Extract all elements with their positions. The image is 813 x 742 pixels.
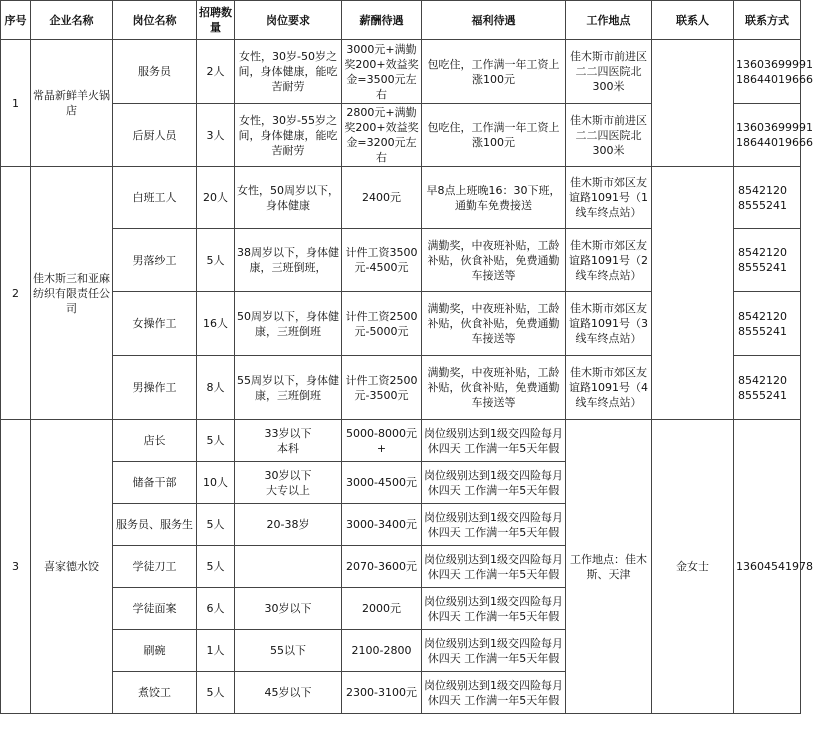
- job-position: 服务员: [113, 40, 197, 104]
- job-position: 店长: [113, 420, 197, 462]
- company-name: 常晶新鲜羊火锅店: [31, 40, 113, 167]
- company-seq: 3: [1, 420, 31, 714]
- contact-phone: [734, 40, 813, 104]
- job-count: 6人: [197, 588, 235, 630]
- phone-line: 8555241: [738, 324, 787, 338]
- job-salary: 3000-4500元: [342, 462, 422, 504]
- job-salary: 计件工资2500元-5000元: [342, 292, 422, 356]
- contact-phone: [734, 104, 813, 167]
- header-row: [1, 1, 801, 40]
- phone-line: 8555241: [738, 198, 787, 212]
- phone-line: 13603699991: [736, 57, 813, 71]
- job-count: 16人: [197, 292, 235, 356]
- job-salary: 2400元: [342, 167, 422, 229]
- header-company: 企业名称: [31, 1, 113, 40]
- job-requirement: [235, 420, 342, 462]
- company-name: 佳木斯三和亚麻纺织有限责任公司: [31, 167, 113, 420]
- job-position: 男落纱工: [113, 229, 197, 292]
- contact-phone: [734, 356, 801, 420]
- job-location: 佳木斯市郊区友谊路1091号（4线车终点站）: [566, 356, 652, 420]
- job-requirement: 38周岁以下，身体健康，三班倒班，: [235, 229, 342, 292]
- job-salary: 2100-2800: [342, 630, 422, 672]
- job-count: 1人: [197, 630, 235, 672]
- job-count: 3人: [197, 104, 235, 167]
- job-requirement: [235, 462, 342, 504]
- table-row: [1, 167, 801, 229]
- company-seq: 2: [1, 167, 31, 420]
- job-welfare: 岗位级别达到1级交四险每月休四天 工作满一年5天年假: [422, 504, 566, 546]
- job-position: 刷碗: [113, 630, 197, 672]
- job-requirement: 55以下: [235, 630, 342, 672]
- job-welfare: 满勤奖，中夜班补贴，工龄补贴，伙食补贴，免费通勤车接送等: [422, 292, 566, 356]
- job-position: 学徒刀工: [113, 546, 197, 588]
- job-salary: 计件工资3500元-4500元: [342, 229, 422, 292]
- contact-person: [652, 167, 734, 420]
- phone-line: 18644019666: [736, 136, 813, 149]
- job-requirement: 45岁以下: [235, 672, 342, 714]
- contact-person: [652, 40, 734, 167]
- phone-line: 18644019666: [736, 72, 813, 86]
- job-welfare: 满勤奖，中夜班补贴，工龄补贴，伙食补贴，免费通勤车接送等: [422, 229, 566, 292]
- job-location: 佳木斯市前进区二二四医院北300米: [566, 104, 652, 167]
- job-location: 工作地点：佳木斯、天津: [566, 420, 652, 714]
- job-salary: 2070-3600元: [342, 546, 422, 588]
- job-count: 10人: [197, 462, 235, 504]
- job-requirement: 50周岁以下，身体健康，三班倒班: [235, 292, 342, 356]
- phone-line: 8542120: [738, 246, 787, 259]
- job-salary: 3000元+满勤奖200+效益奖金=3500元左右: [342, 40, 422, 104]
- contact-phone: [734, 229, 801, 292]
- job-location: 佳木斯市郊区友谊路1091号（3线车终点站）: [566, 292, 652, 356]
- requirement-line: 大专以上: [266, 483, 310, 497]
- job-count: 5人: [197, 420, 235, 462]
- header-position: 岗位名称: [113, 1, 197, 40]
- job-welfare: 岗位级别达到1级交四险每月休四天 工作满一年5天年假: [422, 672, 566, 714]
- job-salary: 3000-3400元: [342, 504, 422, 546]
- header-count: 招聘数量: [197, 1, 235, 40]
- header-contact: 联系人: [652, 1, 734, 40]
- job-welfare: 岗位级别达到1级交四险每月休四天 工作满一年5天年假: [422, 588, 566, 630]
- requirement-line: 本科: [277, 441, 299, 455]
- job-count: 2人: [197, 40, 235, 104]
- table-row: [1, 420, 801, 462]
- contact-person: 金女士: [652, 420, 734, 714]
- job-requirement: 女性，30岁-55岁之间，身体健康，能吃苦耐劳: [235, 104, 342, 167]
- job-salary: 2000元: [342, 588, 422, 630]
- job-position: 储备干部: [113, 462, 197, 504]
- job-count: 20人: [197, 167, 235, 229]
- phone-line: 13603699991: [736, 121, 813, 134]
- job-position: 服务员、服务生: [113, 504, 197, 546]
- job-welfare: 早8点上班晚16：30下班，通勤车免费接送: [422, 167, 566, 229]
- contact-phone: [734, 292, 801, 356]
- requirement-line: 30岁以下: [264, 468, 312, 482]
- contact-phone: [734, 167, 801, 229]
- header-phone: 联系方式: [734, 1, 801, 40]
- job-position: 后厨人员: [113, 104, 197, 167]
- job-count: 5人: [197, 504, 235, 546]
- contact-phone: 13604541978: [734, 420, 801, 714]
- job-requirement: 女性，30岁-50岁之间，身体健康，能吃苦耐劳: [235, 40, 342, 104]
- phone-line: 8555241: [738, 388, 787, 402]
- company-seq: 1: [1, 40, 31, 167]
- phone-line: 8542120: [738, 183, 787, 197]
- job-location: 佳木斯市郊区友谊路1091号（2线车终点站）: [566, 229, 652, 292]
- job-requirement: 30岁以下: [235, 588, 342, 630]
- job-position: 煮饺工: [113, 672, 197, 714]
- job-salary: 计件工资2500元-3500元: [342, 356, 422, 420]
- job-position: 学徒面案: [113, 588, 197, 630]
- job-count: 5人: [197, 672, 235, 714]
- job-welfare: 满勤奖，中夜班补贴，工龄补贴，伙食补贴，免费通勤车接送等: [422, 356, 566, 420]
- job-salary: 5000-8000元+: [342, 420, 422, 462]
- job-position: 男操作工: [113, 356, 197, 420]
- phone-line: 8542120: [738, 309, 787, 323]
- job-count: 5人: [197, 229, 235, 292]
- job-position: 女操作工: [113, 292, 197, 356]
- phone-line: 8555241: [738, 261, 787, 274]
- header-seq: 序号: [1, 1, 31, 40]
- job-welfare: 岗位级别达到1级交四险每月休四天 工作满一年5天年假: [422, 546, 566, 588]
- job-welfare: 岗位级别达到1级交四险每月休四天 工作满一年5天年假: [422, 462, 566, 504]
- job-requirement: [235, 546, 342, 588]
- header-requirement: 岗位要求: [235, 1, 342, 40]
- job-position: 白班工人: [113, 167, 197, 229]
- job-welfare: 包吃住，工作满一年工资上涨100元: [422, 104, 566, 167]
- phone-line: 8542120: [738, 373, 787, 387]
- job-location: 佳木斯市前进区二二四医院北300米: [566, 40, 652, 104]
- job-requirement: 女性，50周岁以下，身体健康: [235, 167, 342, 229]
- job-requirement: 55周岁以下，身体健康，三班倒班: [235, 356, 342, 420]
- job-welfare: 岗位级别达到1级交四险每月休四天 工作满一年5天年假: [422, 630, 566, 672]
- job-welfare: 包吃住，工作满一年工资上涨100元: [422, 40, 566, 104]
- job-salary: 2300-3100元: [342, 672, 422, 714]
- job-count: 5人: [197, 546, 235, 588]
- job-count: 8人: [197, 356, 235, 420]
- company-name: 喜家德水饺: [31, 420, 113, 714]
- requirement-line: 33岁以下: [264, 426, 312, 440]
- header-salary: 薪酬待遇: [342, 1, 422, 40]
- table-row: [1, 40, 801, 104]
- header-welfare: 福利待遇: [422, 1, 566, 40]
- job-location: 佳木斯市郊区友谊路1091号（1线车终点站）: [566, 167, 652, 229]
- job-requirement: 20-38岁: [235, 504, 342, 546]
- job-welfare: 岗位级别达到1级交四险每月休四天 工作满一年5天年假: [422, 420, 566, 462]
- job-salary: 2800元+满勤奖200+效益奖金=3200元左右: [342, 104, 422, 167]
- header-location: 工作地点: [566, 1, 652, 40]
